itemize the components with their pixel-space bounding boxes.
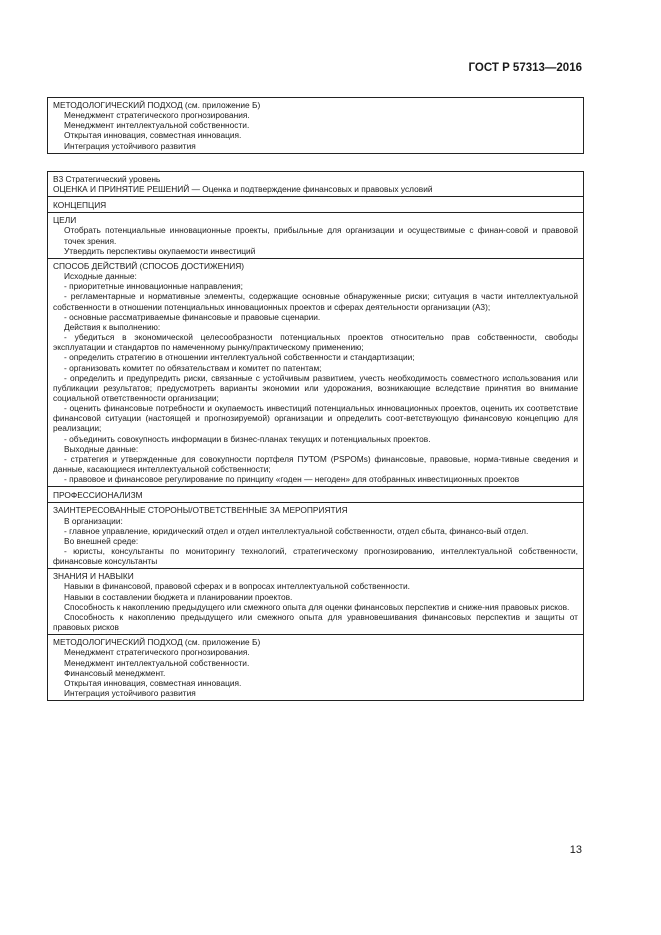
methodology-bottom-item: Финансовый менеджмент. <box>64 667 166 678</box>
goals-cell <box>48 212 583 258</box>
output-item: - стратегия и утвержденные для совокупности портфеля ПУТОМ (PSPOMs) финансовые, правовые, норма-тивные сведения и данные, касающиеся интеллектуальной собственности; <box>53 453 578 475</box>
action-item: - определить стратегию в отношении интеллектуальной собственности и стандартизации; <box>64 352 415 363</box>
method-cell <box>48 258 583 486</box>
goal-item: Отобрать потенциальные инновационные проекты, прибыльные для организации и осуществимые с финан-совой и правовой точек зрения. <box>64 225 578 246</box>
input-item: - регламентарные и нормативные элементы, содержащие основные обнаруженные риски; ситуация в части интеллектуальной собственности в отношении потенциальных инновационных проектов и сферах деятельности организации (А3); <box>53 291 578 312</box>
action-item: - оценить финансовые потребности и окупаемость инвестиций потенциальных инновационных проектов, оценить их соответствие финансовой ситуации (настоящей и прогнозируемой) организации и определить соот-ветствующую финансовую концепцию для реализации; <box>53 403 578 434</box>
method-title: СПОСОБ ДЕЙСТВИЙ (СПОСОБ ДОСТИЖЕНИЯ) <box>53 260 245 271</box>
level-header-cell <box>48 171 583 196</box>
external-item: - юристы, консультанты по мониторингу технологий, стратегическому прогнозированию, интеллектуальной собственности, финансовые консультанты <box>53 546 578 567</box>
methodology-item: Менеджмент интеллектуальной собственности. <box>64 120 250 131</box>
knowledge-cell <box>48 568 583 634</box>
external-title: Во внешней среде: <box>64 535 139 546</box>
methodology-bottom-item: Открытая инновация, совместная инновация. <box>64 677 242 688</box>
methodology-bottom-title: МЕТОДОЛОГИЧЕСКИЙ ПОДХОД (см. приложение Б) <box>53 637 261 648</box>
inputs-title: Исходные данные: <box>64 271 137 282</box>
methodology-item: Менеджмент стратегического прогнозирования. <box>64 110 250 121</box>
methodology-bottom-item: Интеграция устойчивого развития <box>64 688 196 699</box>
concept-heading: КОНЦЕПЦИЯ <box>53 200 107 211</box>
output-item: - правовое и финансовое регулирование по принципу «годен — негоден» для отобранных инвестиционных проектов <box>64 474 520 485</box>
outputs-title: Выходные данные: <box>64 443 139 454</box>
goal-item: Утвердить перспективы окупаемости инвестиций <box>64 245 256 256</box>
methodology-bottom-cell <box>48 634 583 701</box>
methodology-bottom-item: Менеджмент стратегического прогнозирования. <box>64 647 250 658</box>
methodology-bottom-item: Менеджмент интеллектуальной собственности. <box>64 657 250 668</box>
stakeholders-cell <box>48 502 583 568</box>
methodology-table-top <box>47 97 584 154</box>
strategic-level-table <box>47 171 584 701</box>
internal-title: В организации: <box>64 515 123 526</box>
methodology-cell <box>48 97 583 154</box>
level-title: ОЦЕНКА И ПРИНЯТИЕ РЕШЕНИЙ — Оценка и подтверждение финансовых и правовых условий <box>53 184 433 195</box>
professionalism-row <box>48 486 583 502</box>
input-item: - основные рассматриваемые финансовые и правовые сценарии. <box>64 311 321 322</box>
knowledge-item: Навыки в финансовой, правовой сферах и в вопросах интеллектуальной собственности. <box>64 581 410 592</box>
action-item: - убедиться в экономической целесообразности потенциальных проектов относительно прав собственности, свободы эксплуатации и стандартов по намеченному рынку/практическому применению; <box>53 332 578 353</box>
stakeholders-title: ЗАИНТЕРЕСОВАННЫЕ СТОРОНЫ/ОТВЕТСТВЕННЫЕ ЗА МЕРОПРИЯТИЯ <box>53 505 348 516</box>
methodology-item: Интеграция устойчивого развития <box>64 140 196 151</box>
methodology-item: Открытая инновация, совместная инновация. <box>64 130 242 141</box>
action-item: - объединить совокупность информации в бизнес-планах текущих и потенциальных проектов. <box>64 433 431 444</box>
methodology-title: МЕТОДОЛОГИЧЕСКИЙ ПОДХОД (см. приложение Б) <box>53 100 261 110</box>
goals-title: ЦЕЛИ <box>53 215 77 226</box>
level-label: В3 Стратегический уровень <box>53 174 161 184</box>
action-item: - организовать комитет по обязательствам и комитет по патентам; <box>64 362 322 373</box>
knowledge-item: Способность к накоплению предыдущего или смежного опыта для уравновешивания финансовых перспектив и защиты от правовых рисков <box>53 611 578 633</box>
knowledge-title: ЗНАНИЯ И НАВЫКИ <box>53 571 134 582</box>
knowledge-item: Навыки в составлении бюджета и планировании проектов. <box>64 591 293 602</box>
page-number: 13 <box>569 844 582 856</box>
professionalism-heading: ПРОФЕССИОНАЛИЗМ <box>53 490 143 501</box>
actions-title: Действия к выполнению: <box>64 321 161 332</box>
action-item: - определить и предупредить риски, связанные с устойчивым развитием, учесть необходимость совместного использования или публикации результатов; предусмотреть варианты экономии или удорожания, возникающие вследствие принятия во внимание социальной ответственности организации; <box>53 372 578 403</box>
document-standard-number: ГОСТ Р 57313—2016 <box>468 62 582 74</box>
concept-row <box>48 196 583 212</box>
knowledge-item: Способность к накоплению предыдущего или смежного опыта для оценки финансовых перспектив и сниже-ния правовых рисков. <box>64 601 570 612</box>
input-item: - приоритетные инновационные направления; <box>64 281 243 292</box>
internal-item: - главное управление, юридический отдел и отдел интеллектуальной собственности, отдел сбыта, финансо-вый отдел. <box>64 525 529 536</box>
